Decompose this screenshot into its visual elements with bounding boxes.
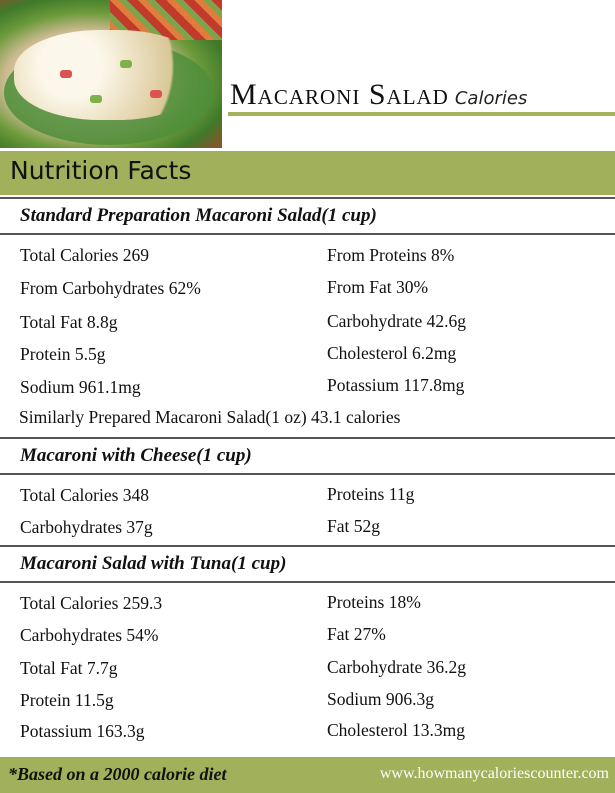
nutrient-cell: Fat 27% — [327, 624, 386, 644]
nutrient-cell: From Fat 30% — [327, 277, 429, 297]
nutrient-cell: Proteins 18% — [327, 592, 421, 612]
title-subtitle: Calories — [454, 88, 528, 109]
nutrient-cell: Potassium 117.8mg — [327, 375, 465, 395]
section-heading — [0, 545, 615, 583]
nutrient-cell: Carbohydrates 37g — [20, 517, 153, 537]
nutrient-cell: Cholesterol 6.2mg — [327, 343, 457, 363]
nutrient-cell: Carbohydrate 42.6g — [327, 311, 466, 331]
nutrition-facts-label: Nutrition Facts — [10, 156, 192, 185]
site-url[interactable]: www.howmanycaloriescounter.com — [379, 765, 609, 782]
section-heading-text: Macaroni with Cheese(1 cup) — [20, 445, 252, 466]
nutrient-cell: Total Fat 8.8g — [20, 312, 118, 332]
nutrient-cell: Total Calories 348 — [20, 485, 150, 505]
nutrient-cell: Carbohydrate 36.2g — [327, 657, 466, 677]
nutrition-facts-bar — [0, 151, 615, 195]
diet-footnote: *Based on a 2000 calorie diet — [8, 764, 227, 784]
nutrient-cell: Fat 52g — [327, 516, 380, 536]
salad-pile — [14, 30, 204, 120]
nutrient-cell: Total Fat 7.7g — [20, 658, 118, 678]
nutrient-cell: Total Calories 269 — [20, 245, 150, 265]
macaroni-salad-photo — [0, 0, 222, 148]
nutrient-cell: Sodium 906.3g — [327, 689, 434, 709]
footer-bar — [0, 757, 615, 793]
section-heading-text: Macaroni Salad with Tuna(1 cup) — [20, 553, 287, 574]
nutrient-cell: Sodium 961.1mg — [20, 377, 141, 397]
nutrient-cell: Protein 11.5g — [20, 690, 114, 710]
celery-piece — [90, 95, 102, 103]
nutrient-cell: Cholesterol 13.3mg — [327, 720, 466, 740]
title-text: Macaroni Salad — [230, 78, 449, 111]
title-underline — [228, 112, 615, 116]
nutrient-cell: From Carbohydrates 62% — [20, 278, 201, 298]
section-heading-text: Standard Preparation Macaroni Salad(1 cup) — [20, 205, 377, 226]
nutrient-cell: From Proteins 8% — [327, 245, 455, 265]
page-title — [230, 78, 527, 112]
nutrient-cell: Carbohydrates 54% — [20, 625, 159, 645]
nutrient-cell: Protein 5.5g — [20, 344, 106, 364]
similar-prep-note: Similarly Prepared Macaroni Salad(1 oz) 43.1 calories — [19, 407, 401, 427]
pepper-piece — [150, 90, 162, 98]
section-heading — [0, 437, 615, 475]
pepper-piece — [60, 70, 72, 78]
section-heading — [0, 197, 615, 235]
nutrient-cell: Proteins 11g — [327, 484, 415, 504]
nutrient-cell: Total Calories 259.3 — [20, 593, 163, 613]
celery-piece — [120, 60, 132, 68]
nutrient-cell: Potassium 163.3g — [20, 721, 145, 741]
